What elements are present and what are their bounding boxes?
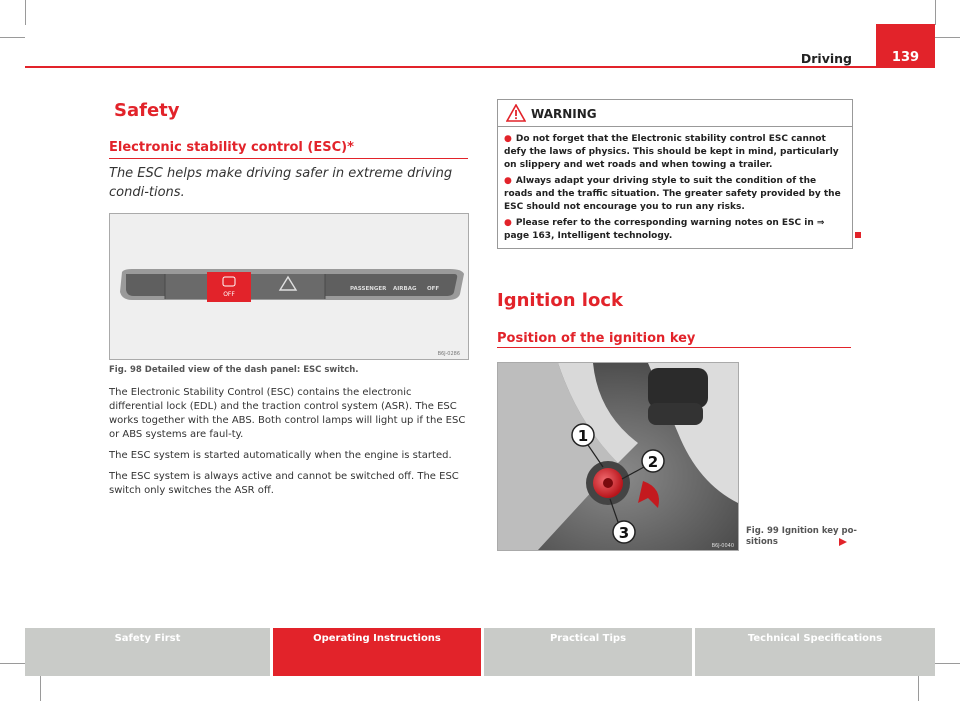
crop-mark <box>0 37 25 38</box>
caption-line: Fig. 99 Ignition key po- <box>746 526 857 536</box>
warning-item <box>504 175 846 214</box>
warning-body <box>504 133 846 246</box>
section-heading: Ignition lock <box>497 290 623 311</box>
section-heading: Safety <box>114 100 180 121</box>
crop-mark <box>918 676 919 701</box>
crop-mark <box>935 37 960 38</box>
crop-mark <box>935 0 936 25</box>
footer-tab-safety-first[interactable] <box>25 628 270 676</box>
intro-text: The ESC helps make driving safer in extreme driving condi-tions. <box>109 166 453 200</box>
warning-item <box>504 133 846 172</box>
bullet-icon: ● <box>504 218 512 228</box>
section-title: Driving <box>800 51 852 66</box>
position-label-1: 1 <box>577 427 589 445</box>
dash-panel-illustration <box>110 214 468 359</box>
bullet-icon: ● <box>504 176 512 186</box>
continue-arrow-icon <box>838 537 848 547</box>
warning-item <box>504 217 846 243</box>
crop-mark <box>935 663 960 664</box>
crop-mark <box>40 676 41 701</box>
end-of-section-icon <box>855 232 861 238</box>
paragraph: The ESC system is started automatically when the engine is started. <box>109 450 452 461</box>
airbag-off-label: OFF <box>427 286 440 292</box>
footer-tab-label: Technical Specifications <box>747 633 883 644</box>
footer-tab-label: Practical Tips <box>549 633 627 644</box>
position-label-2: 2 <box>647 453 659 471</box>
footer-tab-practical-tips[interactable] <box>484 628 692 676</box>
warning-item-text: Always adapt your driving style to suit the condition of the roads and the traffic situation. The greater safety provided by the ESC should not encourage you to run any risks. <box>504 176 841 212</box>
header-rule <box>25 66 935 68</box>
passenger-label: PASSENGER <box>350 286 387 292</box>
heading-rule <box>497 347 851 348</box>
esc-off-label: OFF <box>223 291 235 298</box>
footer-tab-operating-instructions[interactable] <box>273 628 481 676</box>
airbag-label: AIRBAG <box>393 286 417 292</box>
figure-caption: Fig. 98 Detailed view of the dash panel: ESC switch. <box>109 365 359 375</box>
warning-triangle-icon <box>506 104 526 122</box>
ignition-illustration <box>498 363 738 550</box>
warning-item-text: Please refer to the corresponding warning notes on ESC in ⇒ page 163, Intelligent technology. <box>504 218 825 241</box>
heading-rule <box>109 158 468 159</box>
warning-box <box>497 99 853 249</box>
paragraph: The ESC system is always active and cannot be switched off. The ESC switch only switches the ASR off. <box>109 471 459 496</box>
position-label-3: 3 <box>618 524 630 542</box>
figure-code: B6J-0286 <box>437 351 460 357</box>
caption-line: sitions <box>746 537 778 547</box>
warning-title: WARNING <box>531 107 597 121</box>
warning-item-text: Do not forget that the Electronic stability control ESC cannot defy the laws of physics. This should be kept in mind, particularly on slippery and wet roads and when towing a trailer. <box>504 134 839 170</box>
subsection-heading: Electronic stability control (ESC)* <box>109 140 354 155</box>
bullet-icon: ● <box>504 134 512 144</box>
page-number: 139 <box>891 50 920 65</box>
paragraph: The Electronic Stability Control (ESC) contains the electronic differential lock (EDL) and the traction control system (ASR). The ESC works together with the ABS. Both control lamps will light up if the ESC or ABS systems are faul-ty. <box>109 387 466 440</box>
crop-mark <box>0 663 25 664</box>
subsection-heading: Position of the ignition key <box>497 331 696 346</box>
crop-mark <box>25 0 26 25</box>
esc-switch-figure <box>109 213 469 360</box>
warning-header <box>498 100 852 127</box>
footer-tab-label: Safety First <box>114 633 181 644</box>
footer-tab-label: Operating Instructions <box>313 633 441 644</box>
ignition-key-figure <box>497 362 739 551</box>
figure-code: B6J-0040 <box>711 543 734 549</box>
footer-tab-technical-specifications[interactable] <box>695 628 935 676</box>
body-text <box>109 386 467 505</box>
